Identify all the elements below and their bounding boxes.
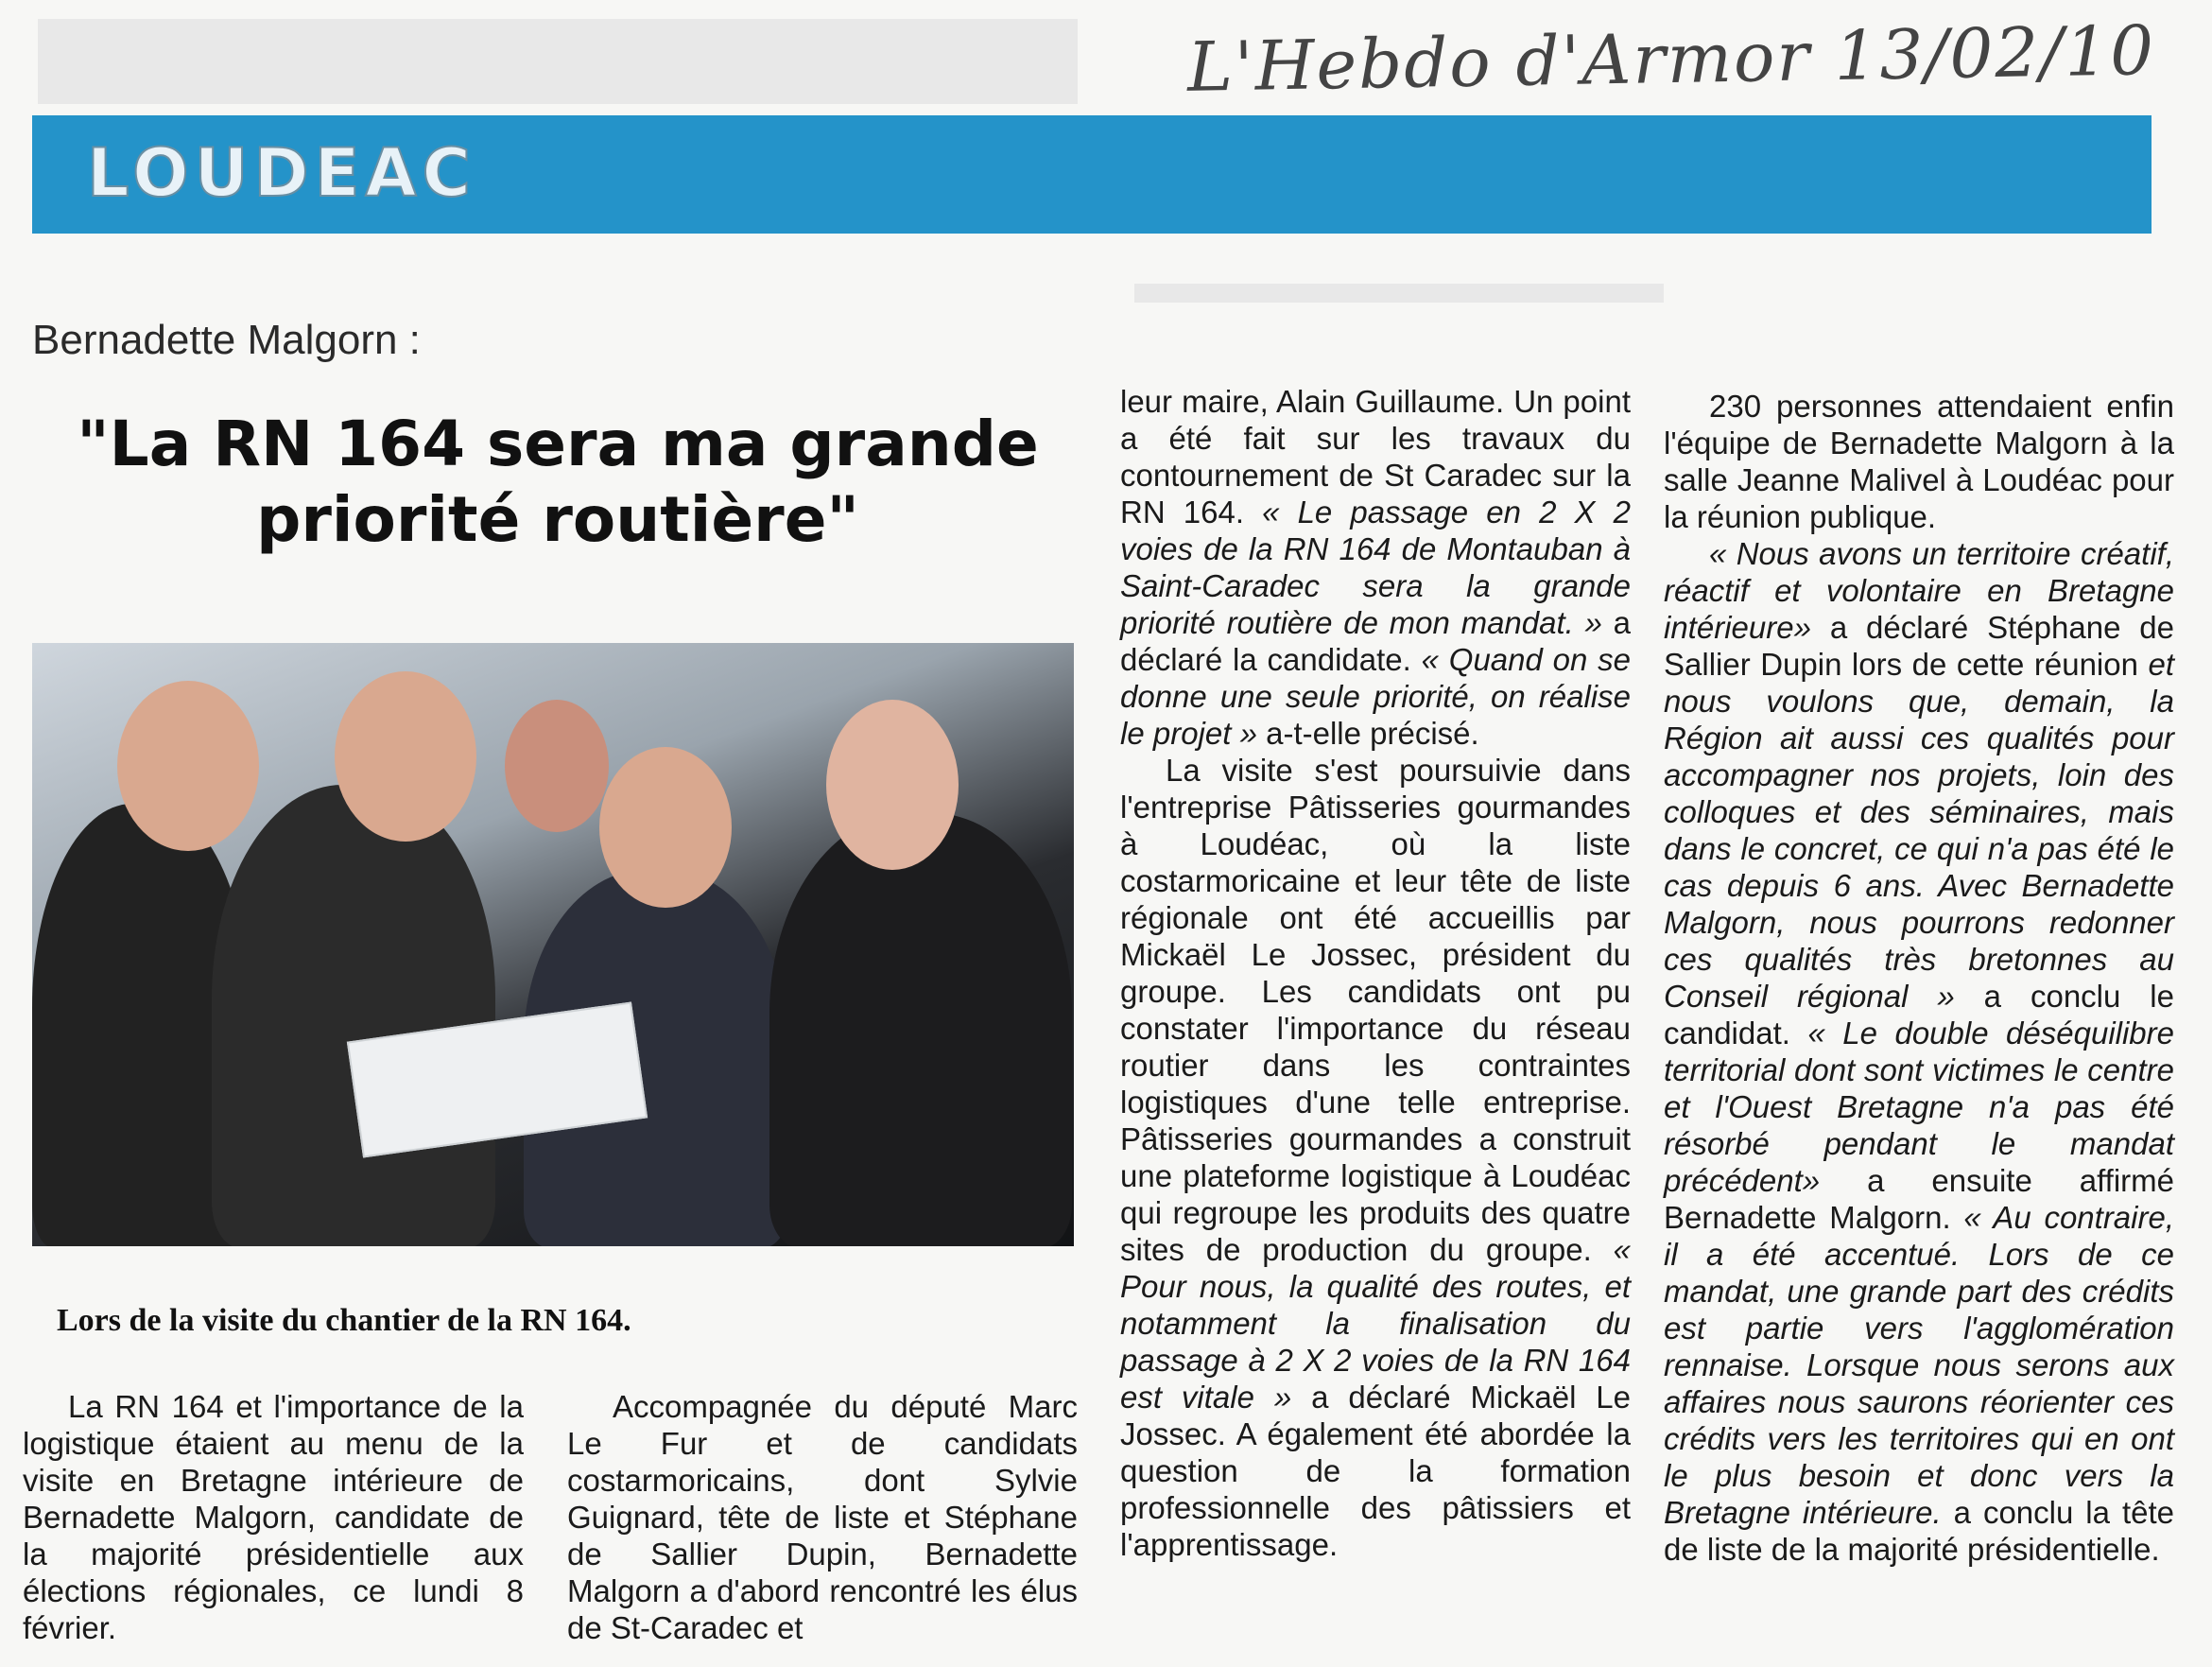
- photo-caption: Lors de la visite du chantier de la RN 164.: [57, 1303, 631, 1338]
- headline-line-1: "La RN 164 sera ma grande: [77, 408, 1039, 480]
- quote: « Le double déséquilibre territorial dont sont victimes le centre et l'Ouest Bretagne n'a pas été résorbé pendant le mandat précédent»: [1664, 1016, 2175, 1198]
- bleed-through-top: [38, 19, 1078, 104]
- photo-head-2: [335, 671, 476, 842]
- article-photo: [32, 643, 1074, 1246]
- paragraph: La visite s'est poursuivie dans l'entreprise Pâtisseries gourmandes à Loudéac, où la liste costarmoricaine et leur tête de liste régionale ont été accueillis par Mickaël Le Jossec, président du groupe. Les candidats ont pu constater l'importance du réseau routier dans les contraintes logistiques d'une telle entreprise. Pâtisseries gourmandes a construit une plateforme logistique à Loudéac qui regroupe les produits des quatre sites de production du groupe. « Pour nous, la qualité des routes, et notamment la finalisation du passage à 2 X 2 voies de la RN 164 est vitale » a déclaré Mickaël Le Jossec. A également été abordée la question de la formation professionnelle des pâtissiers et l'apprentissage.: [1120, 753, 1632, 1562]
- photo-head-1: [117, 681, 259, 851]
- quote: et nous voulons que, demain, la Région ait aussi ces qualités pour accompagner nos projets, loin des colloques et des séminaires, mais dans le concret, ce qui n'a pas été le cas depuis 6 ans. Avec Bernadette Malgorn, nous pourrons redonner ces qualités très bretonnes au Conseil régional »: [1664, 647, 2175, 1014]
- paragraph: leur maire, Alain Guillaume. Un point a été fait sur les travaux du contournement de St Caradec sur la RN 164. « Le passage en 2 X 2 voies de la RN 164 de Montauban à Saint-Caradec sera la grande priorité routière de mon mandat. » a déclaré la candidate. « Quand on se donne une seule priorité, on réalise le projet » a-t-elle précisé.: [1120, 384, 1632, 751]
- quote: « Quand on se donne une seule priorité, on réalise le projet »: [1120, 642, 1632, 751]
- paragraph: 230 personnes attendaient enfin l'équipe de Bernadette Malgorn à la salle Jeanne Malivel à Loudéac pour la réunion publique.: [1664, 389, 2174, 534]
- article-column-3: [1120, 383, 1631, 1563]
- handwritten-publication-note: L'Hebdo d'Armor 13/02/10: [1186, 10, 2156, 107]
- paragraph: « Nous avons un territoire créatif, réactif et volontaire en Bretagne intérieure» a déclaré Stéphane de Sallier Dupin lors de cette réunion et nous voulons que, demain, la Région ait aussi ces qualités pour accompagner nos projets, loin des colloques et des séminaires, mais dans le concret, ce qui n'a pas été le cas depuis 6 ans. Avec Bernadette Malgorn, nous pourrons redonner ces qualités très bretonnes au Conseil régional » a conclu le candidat. « Le double déséquilibre territorial dont sont victimes le centre et l'Ouest Bretagne n'a pas été résorbé pendant le mandat précédent» a ensuite affirmé Bernadette Malgorn. « Au contraire, il a été accentué. Lors de ce mandat, une grande part des crédits est partie vers l'agglomération rennaise. Lorsque nous serons aux affaires nous saurons réorienter ces crédits vers les territoires qui en ont le plus besoin et donc vers la Bretagne intérieure. a conclu la tête de liste de la majorité présidentielle.: [1664, 536, 2175, 1567]
- quote: « Le passage en 2 X 2 voies de la RN 164 de Montauban à Saint-Caradec sera la grande priorité routière de mon mandat. »: [1120, 495, 1631, 640]
- bleed-through-right: [1134, 284, 1664, 303]
- article-column-2: [567, 1388, 1078, 1646]
- article-column-1: [23, 1388, 524, 1646]
- quote: « Nous avons un territoire créatif, réactif et volontaire en Bretagne intérieure»: [1664, 536, 2174, 645]
- photo-figure-5: [769, 813, 1072, 1246]
- photo-figure-2: [212, 785, 495, 1246]
- section-banner: [32, 115, 2152, 234]
- article-column-4: [1664, 388, 2174, 1568]
- paragraph: Accompagnée du député Marc Le Fur et de candidats costarmoricains, dont Sylvie Guignard, tête de liste et Stéphane de Sallier Dupin, Bernadette Malgorn a d'abord rencontré les élus de St-Caradec et: [567, 1389, 1078, 1645]
- quote: « Pour nous, la qualité des routes, et notamment la finalisation du passage à 2 X 2 voies de la RN 164 est vitale »: [1120, 1232, 1631, 1415]
- paragraph: La RN 164 et l'importance de la logistique étaient au menu de la visite en Bretagne intérieure de Bernadette Malgorn, candidate de la majorité présidentielle aux élections régionales, ce lundi 8 février.: [23, 1389, 524, 1645]
- photo-head-5: [826, 700, 959, 870]
- article-headline: [57, 407, 1059, 558]
- quote: « Au contraire, il a été accentué. Lors de ce mandat, une grande part des crédits est partie vers l'agglomération rennaise. Lorsque nous serons aux affaires nous saurons réorienter ces crédits vers les territoires qui en ont le plus besoin et donc vers la Bretagne intérieure.: [1664, 1200, 2175, 1530]
- section-title: LOUDEAC: [87, 134, 476, 212]
- photo-head-3: [505, 700, 609, 832]
- photo-head-4: [599, 747, 732, 908]
- article-kicker: Bernadette Malgorn :: [32, 317, 421, 363]
- headline-line-2: priorité routière": [256, 483, 859, 556]
